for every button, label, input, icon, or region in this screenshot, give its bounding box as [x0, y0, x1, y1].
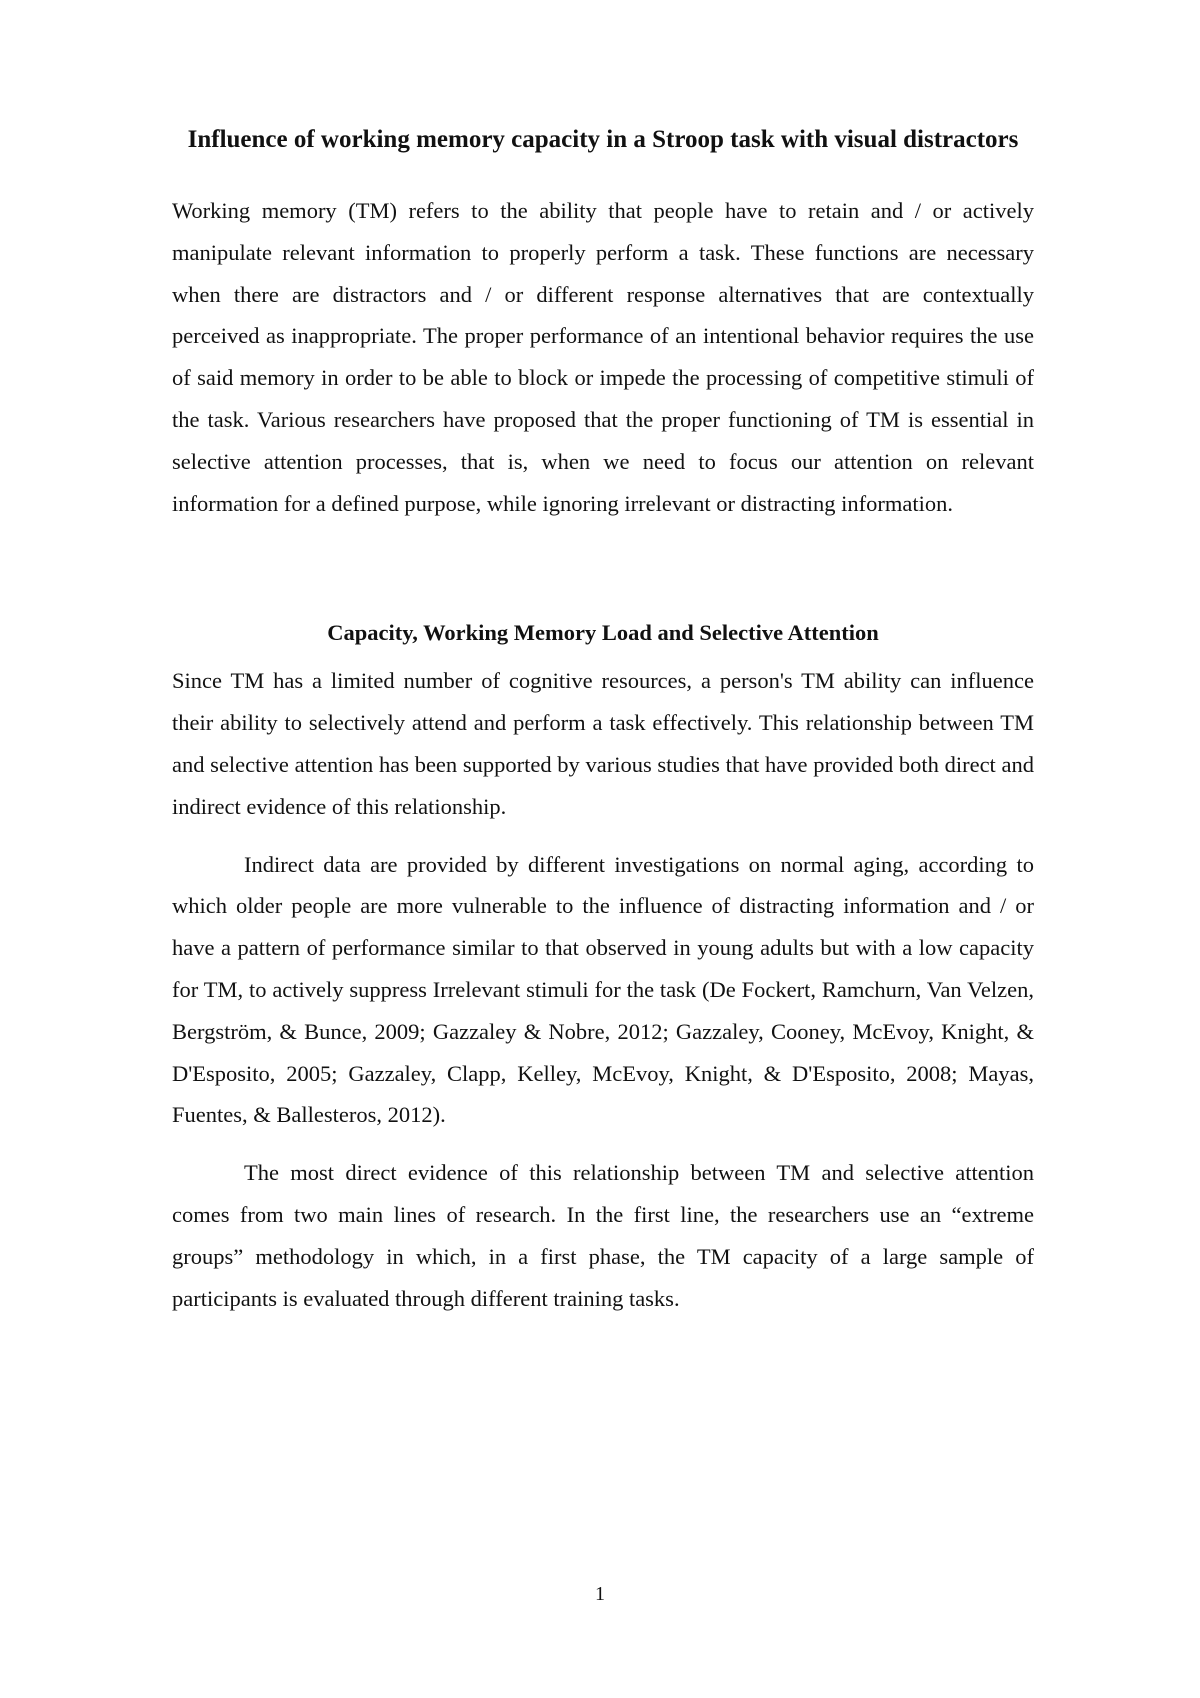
section-heading: Capacity, Working Memory Load and Selective Attention: [327, 620, 879, 646]
page-content: [172, 122, 1034, 1319]
document-title: Influence of working memory capacity in a Stroop task with visual distractors: [187, 126, 1019, 153]
page-number: 1: [595, 1583, 605, 1605]
section-paragraph-3: The most direct evidence of this relationship between TM and selective attention comes from two main lines of research. In the first line, the researchers use an “extreme groups” methodology in which, in a first phase, the TM capacity of a large sample of participants is evaluated through different training tasks.: [172, 1160, 1034, 1311]
section-paragraph-2: Indirect data are provided by different investigations on normal aging, according to which older people are more vulnerable to the influence of distracting information and / or have a pattern of performance similar to that observed in young adults but with a low capacity for TM, to actively suppress Irrelevant stimuli for the task (De Fockert, Ramchurn, Van Velzen, Bergström, & Bunce, 2009; Gazzaley & Nobre, 2012; Gazzaley, Cooney, McEvoy, Knight, & D'Esposito, 2005; Gazzaley, Clapp, Kelley, McEvoy, Knight, & D'Esposito, 2008; Mayas, Fuentes, & Ballesteros, 2012).: [172, 851, 1034, 1128]
section-paragraph-1: Since TM has a limited number of cognitive resources, a person's TM ability can influence their ability to selectively attend and perform a task effectively. This relationship between TM and selective attention has been supported by various studies that have provided both direct and indirect evidence of this relationship.: [172, 668, 1034, 819]
intro-paragraph: Working memory (TM) refers to the ability that people have to retain and / or actively manipulate relevant information to properly perform a task. These functions are necessary when there are distractors and / or different response alternatives that are contextually perceived as inappropriate. The proper performance of an intentional behavior requires the use of said memory in order to be able to block or impede the processing of competitive stimuli of the task. Various researchers have proposed that the proper functioning of TM is essential in selective attention processes, that is, when we need to focus our attention on relevant information for a defined purpose, while ignoring irrelevant or distracting information.: [172, 198, 1034, 516]
